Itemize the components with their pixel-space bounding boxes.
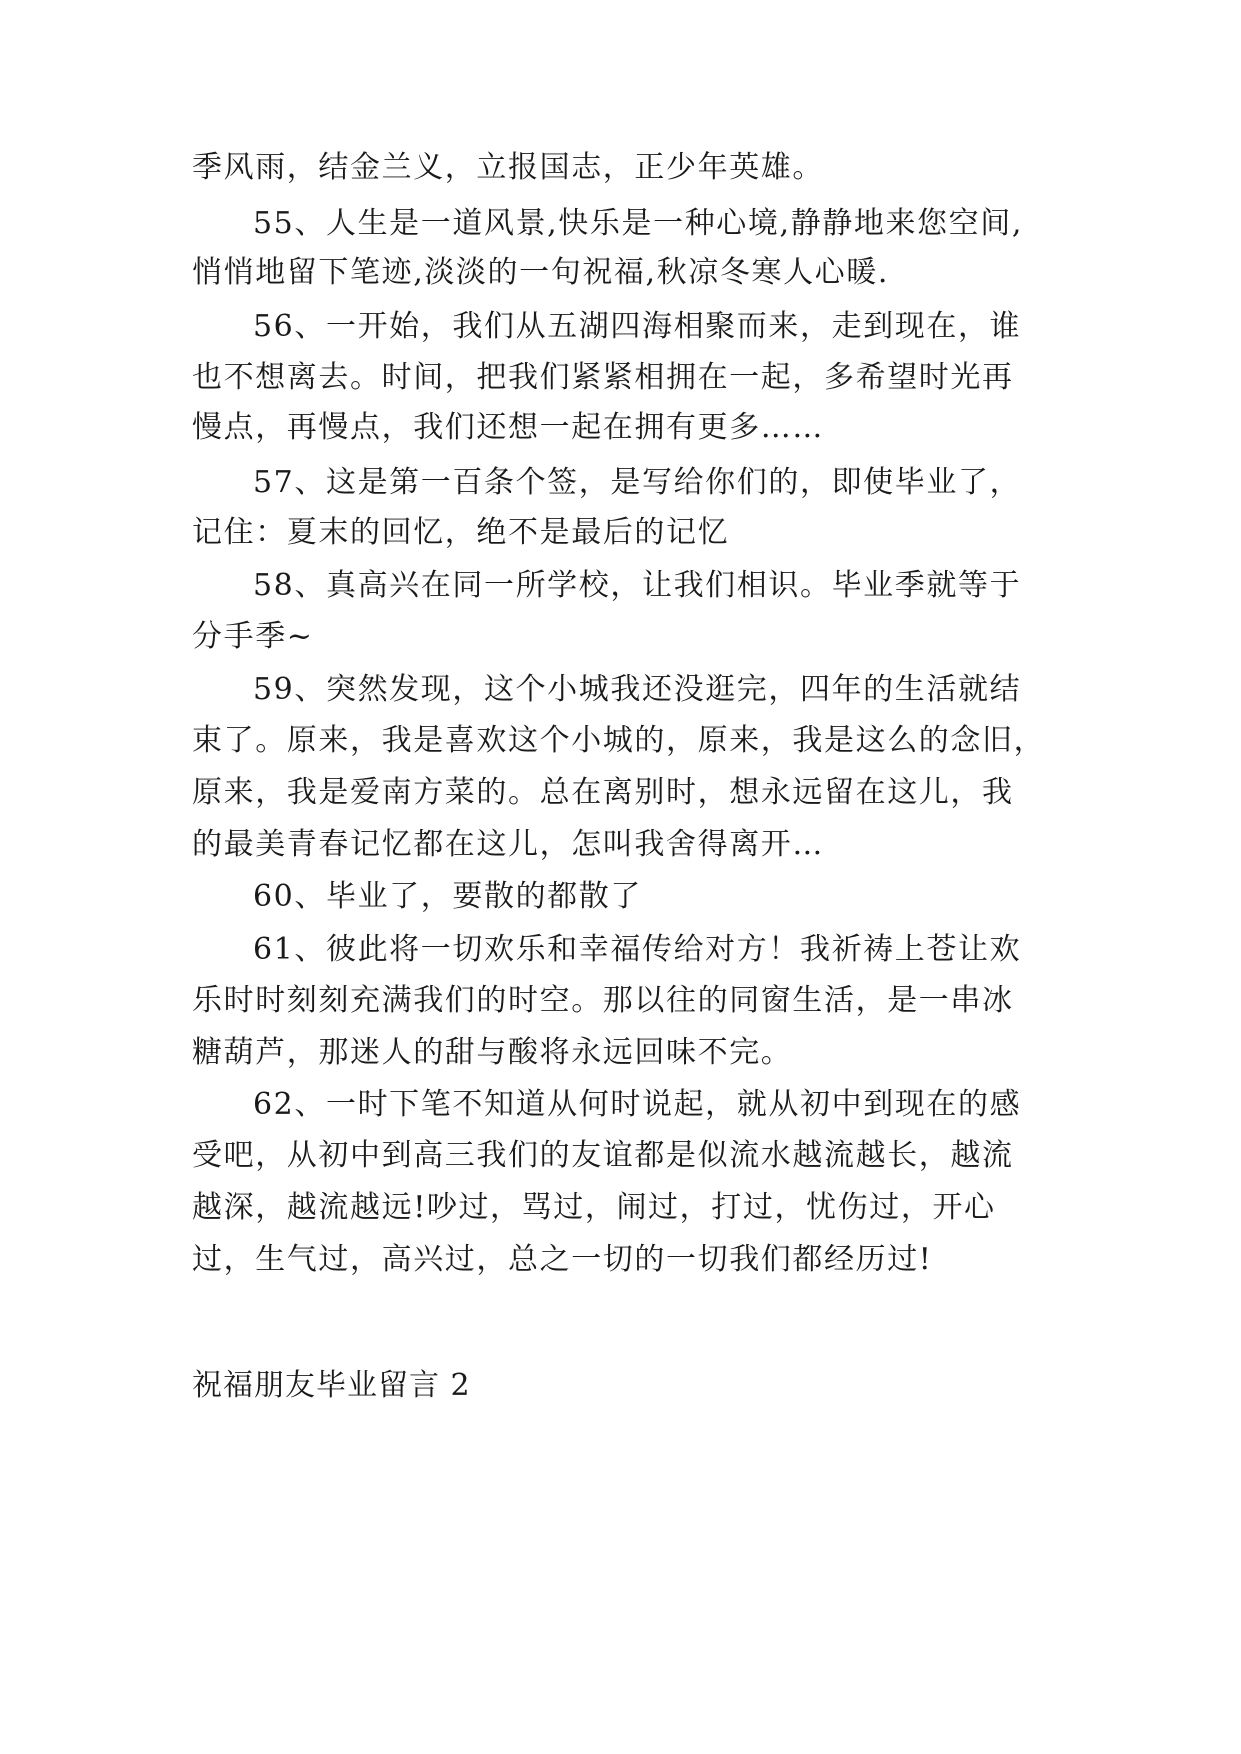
paragraph-line: 的最美青春记忆都在这儿，怎叫我舍得离开… (192, 827, 824, 862)
paragraph-line: 悄悄地留下笔迹,淡淡的一句祝福,秋凉冬寒人心暖. (192, 255, 890, 290)
paragraph-line: 原来，我是爱南方菜的。总在离别时，想永远留在这儿，我 (192, 775, 1014, 810)
paragraph-line: 受吧，从初中到高三我们的友谊都是似流水越流越长，越流 (192, 1138, 1014, 1173)
paragraph-line: 记住：夏末的回忆，绝不是最后的记忆 (192, 515, 730, 550)
paragraph-line: 62、一时下笔不知道从何时说起，就从初中到现在的感 (253, 1087, 1022, 1122)
paragraph-line: 55、人生是一道风景,快乐是一种心境,静静地来您空间, (253, 206, 1023, 241)
section-heading: 祝福朋友毕业留言 2 (192, 1368, 471, 1403)
paragraph-line: 过，生气过，高兴过，总之一切的一切我们都经历过! (192, 1242, 933, 1277)
paragraph-line: 束了。原来，我是喜欢这个小城的，原来，我是这么的念旧， (192, 723, 1046, 758)
paragraph-line: 季风雨，结金兰义，立报国志，正少年英雄。 (192, 150, 824, 185)
paragraph-line: 58、真高兴在同一所学校，让我们相识。毕业季就等于 (253, 568, 1022, 603)
paragraph-line: 57、这是第一百条个签，是写给你们的，即使毕业了， (253, 465, 1022, 500)
paragraph-line: 糖葫芦，那迷人的甜与酸将永远回味不完。 (192, 1035, 793, 1070)
paragraph-line: 60、毕业了，要散的都散了 (253, 879, 642, 914)
paragraph-line: 乐时时刻刻充满我们的时空。那以往的同窗生活，是一串冰 (192, 983, 1014, 1018)
paragraph-line: 也不想离去。时间，把我们紧紧相拥在一起，多希望时光再 (192, 360, 1014, 395)
paragraph-line: 越深，越流越远!吵过，骂过，闹过，打过，忧伤过，开心 (192, 1190, 996, 1225)
paragraph-line: 59、突然发现，这个小城我还没逛完，四年的生活就结 (253, 672, 1022, 707)
paragraph-line: 慢点，再慢点，我们还想一起在拥有更多…… (192, 410, 824, 445)
paragraph-line: 56、一开始，我们从五湖四海相聚而来，走到现在，谁 (253, 309, 1022, 344)
paragraph-line: 61、彼此将一切欢乐和幸福传给对方！我祈祷上苍让欢 (253, 932, 1022, 967)
paragraph-line: 分手季~ (192, 619, 314, 654)
